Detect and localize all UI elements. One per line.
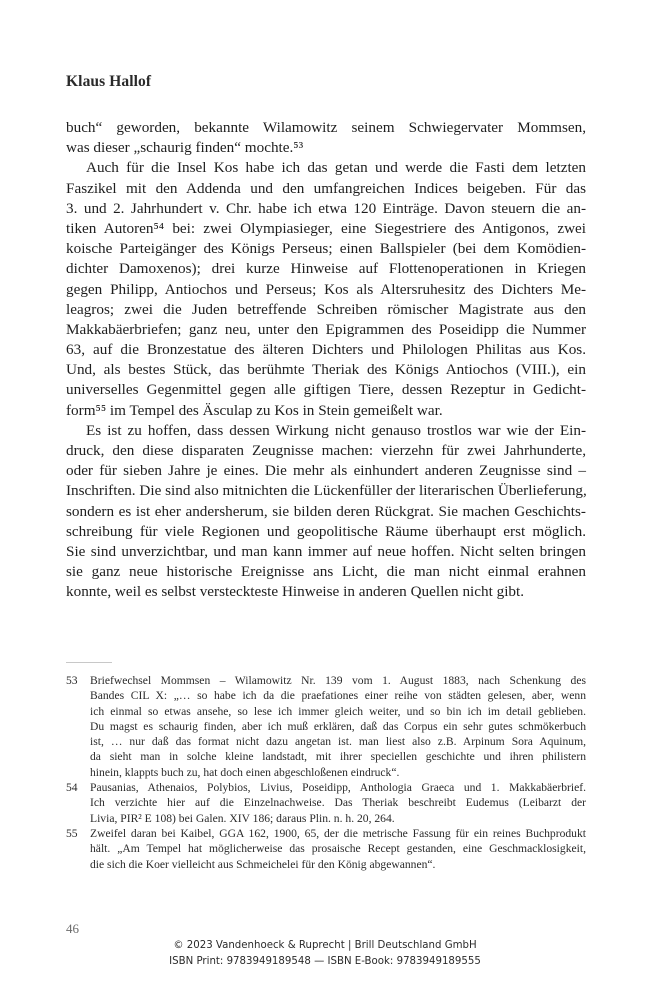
copyright-block (0, 938, 650, 970)
footnote-line: hinein, klappts buch zu, hat doch einen abgeschloßenen eindruck“. (90, 765, 400, 779)
footnote-line: da sieht man in solche kleine landstadt, mit ihrer speciellen geschichte und ihren philistern (90, 750, 586, 764)
body-line: druck, den diese disparaten Zeugnisse machen: vierzehn für zwei Jahrhunderte, (66, 442, 586, 459)
footnote-line: Bandes CIL X: „… so habe ich da die praefationes einer reihe von städten gelesen, aber, wenn (90, 689, 586, 703)
body-line: sondern es ist eher andersherum, sie bilden deren Rückgrat. Sie machen Geschichts- (66, 502, 586, 520)
body-text (66, 118, 586, 603)
body-line: universelles Gegenmittel gegen alle giftigen Tiere, dessen Rezeptur in Gedicht- (66, 381, 586, 399)
footnote-text (90, 673, 586, 780)
body-line: konnte, weil es selbst versteckteste Hinweise in anderen Quellen nicht gibt. (66, 583, 525, 601)
body-line: Es ist zu hoffen, dass dessen Wirkung nicht genauso trostlos war wie der Ein- (86, 421, 586, 439)
footnote-text (90, 826, 586, 872)
body-line: schreibung für viele Regionen und geopolitische Räume überhaupt erst möglich. (66, 522, 586, 540)
footnote-text (90, 780, 586, 826)
footnote-line: ich einmal so etwas ansehe, so lese ich immer gleich weiter, und so bin ich im detail geblieben. (90, 704, 586, 718)
body-line: tiken Autoren⁵⁴ bei: zwei Olympiasieger, eine Siegestriere des Antigonos, zwei (66, 219, 586, 237)
footnote-line: Pausanias, Athenaios, Polybios, Livius, Poseidipp, Anthologia Graeca und 1. Makkabäerbrief. (90, 781, 586, 795)
body-line: gegen Philipp, Antiochos und Perseus; Kos als Altersruhesitz des Dichters Me- (66, 280, 586, 298)
footnote-54 (66, 780, 586, 826)
footnote-line: die sich die Koer vielleicht aus Schmeichelei für den König abgewannen“. (90, 857, 436, 871)
body-line: oder für sieben Jahre je eines. Die mehr als einhundert anderen Zeugnisse sind – (66, 462, 586, 480)
body-line: Und, als bestes Stück, das berühmte Theriak des Königs Antiochos (VIII.), ein (66, 361, 586, 379)
body-line: Makkabäerbriefen; ganz neu, unter den Epigrammen des Poseidipp die Nummer (66, 320, 586, 338)
running-head: Klaus Hallof (66, 73, 152, 90)
isbn-line: ISBN Print: 9783949189548 — ISBN E-Book: 9783949189555 (169, 956, 481, 967)
body-line: buch“ geworden, bekannte Wilamowitz seinem Schwiegervater Mommsen, (66, 119, 586, 136)
body-line: Faszikel mit den Addenda und den umfangreichen Indices beigeben. Für das (66, 179, 586, 197)
body-line: 3. und 2. Jahrhundert v. Chr. habe ich etwa 120 Einträge. Davon steuern die an- (66, 199, 586, 217)
footnote-line: ist, … nur daß das format nicht dazu angetan ist. man liest also z.B. Arpinum Sora Aquinum, (90, 735, 586, 749)
footnote-rule (66, 662, 112, 663)
footnote-line: Ich verzichte hier auf die Einzelnachweise. Das Theriak beschreibt Eudemus (Leibarzt der (90, 796, 586, 810)
body-line: Auch für die Insel Kos habe ich das getan und werde die Fasti dem letzten (86, 159, 586, 177)
body-line: was dieser „schaurig finden“ mochte.⁵³ (66, 139, 304, 157)
body-line: leagros; zwei die Juden betreffende Schreiben römischer Magistrate aus den (66, 300, 586, 318)
footnote-line: hält. „Am Tempel hat möglicherweise das prosaische Recept gestanden, eine Geschmacklosigkeit, (90, 842, 586, 856)
body-line: dichter Damoxenos); drei kurze Hinweise auf Flottenoperationen in Kriegen (66, 260, 586, 278)
body-line: sie ganz neue historische Ereignisse ans Licht, die man nicht einmal erahnen (66, 563, 586, 581)
page-number: 46 (66, 921, 79, 936)
footnote-number: 53 (66, 674, 78, 687)
footnote-line: Livia, PIR² E 108) bei Galen. XIV 186; daraus Plin. n. h. 20, 264. (90, 811, 395, 825)
footnote-line: Briefwechsel Mommsen – Wilamowitz Nr. 139 vom 1. August 1883, nach Schenkung des (90, 674, 586, 687)
body-line: 63, auf die Bronzestatue des älteren Dichters und Philologen Philitas aus Kos. (66, 341, 586, 359)
footnote-55 (66, 826, 586, 872)
copyright-line: © 2023 Vandenhoeck & Ruprecht | Brill Deutschland GmbH (173, 940, 477, 951)
body-line: Inschriften. Die sind also mitnichten die Lückenfüller der literarischen Überlieferung, (66, 482, 587, 500)
footnote-line: Zweifel daran bei Kaibel, GGA 162, 1900, 65, der die metrische Fassung für ein reines Buchprodukt (90, 826, 586, 840)
body-line: koische Parteigänger des Königs Perseus; einen Ballspieler (bei dem Komödien- (66, 240, 586, 258)
footnote-53 (66, 673, 586, 780)
footnote-number: 54 (66, 781, 78, 795)
footnote-number: 55 (66, 826, 78, 840)
body-line: Sie sind unverzichtbar, und man kann immer auf neue hoffen. Nicht selten bringen (66, 542, 586, 560)
footnotes (66, 673, 586, 872)
footnote-line: Du magst es schaurig finden, aber ich muß erklären, daß das Corpus ein sehr gutes schmökerbuch (90, 719, 586, 733)
body-line: form⁵⁵ im Tempel des Äsculap zu Kos in Stein gemeißelt war. (66, 401, 443, 419)
